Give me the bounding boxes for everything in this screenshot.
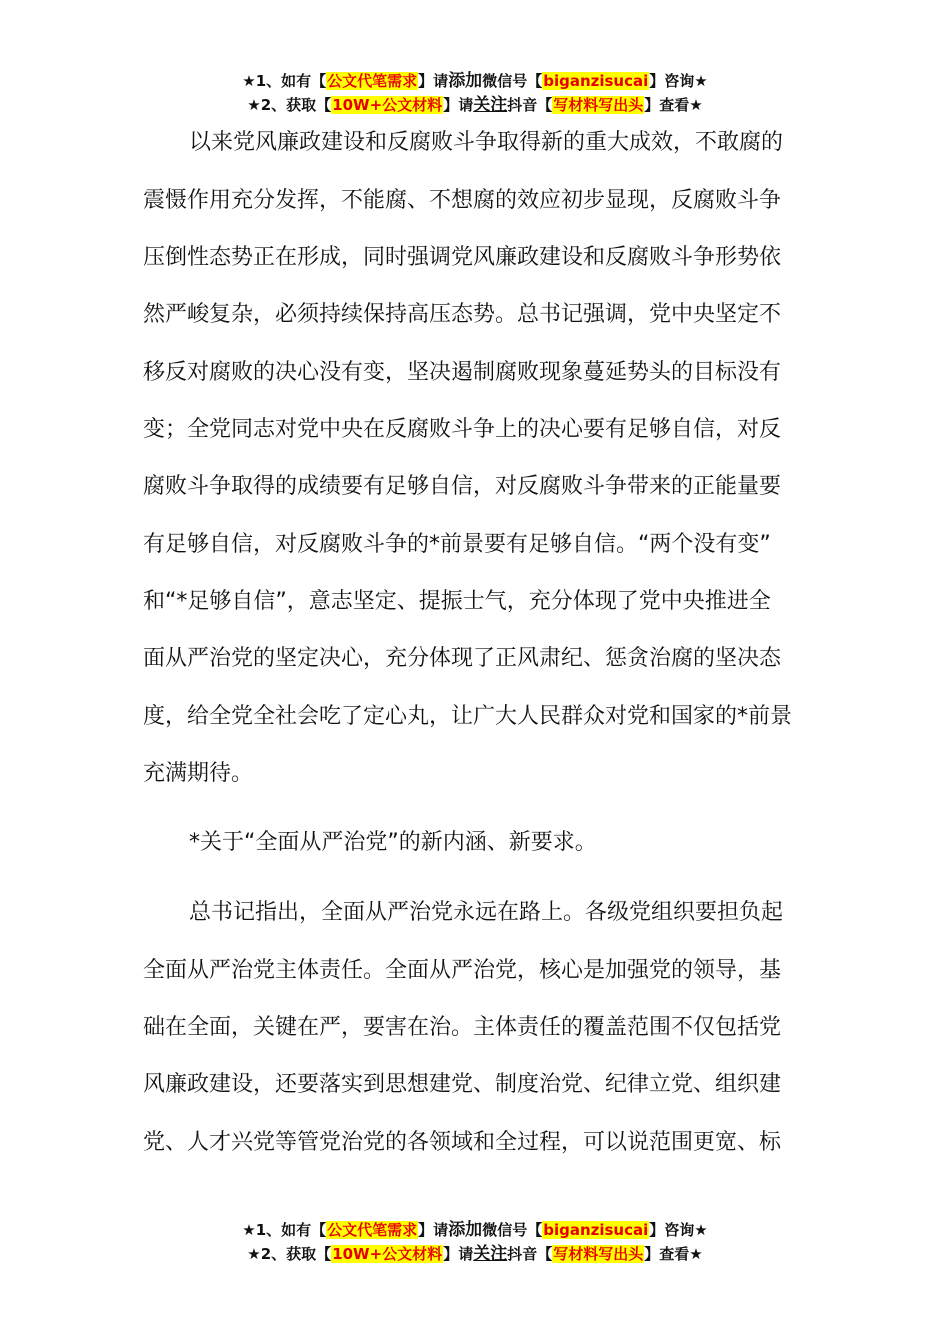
text-line: 以来党风廉政建设和反腐败斗争取得新的重大成效，不敢腐的 (189, 130, 784, 155)
text-line: 风廉政建设，还要落实到思想建党、制度治党、纪律立党、组织建 (143, 1072, 782, 1097)
banner-emphasis: 添加 (448, 1220, 483, 1240)
text-line: 震慑作用充分发挥，不能腐、不想腐的效应初步显现，反腐败斗争 (143, 188, 782, 213)
highlight-materials: 10W+公文材料 (332, 96, 443, 114)
banner-text: 】查看★ (644, 96, 703, 114)
text-line: 移反对腐败的决心没有变，坚决遏制腐败现象蔓延势头的目标没有 (143, 360, 782, 385)
highlight-service: 公文代笔需求 (327, 1221, 418, 1239)
text-line: 和“*足够自信”，意志坚定、提振士气，充分体现了党中央推进全 (143, 589, 771, 614)
text-line: 总书记指出，全面从严治党永远在路上。各级党组织要担负起 (189, 900, 784, 925)
highlight-wechat-id: biganzisucai (543, 1221, 649, 1239)
highlight-materials: 10W+公文材料 (332, 1245, 443, 1263)
banner-text: ★1、如有【 (242, 72, 327, 90)
banner-text: 】咨询★ (649, 72, 708, 90)
banner-text: ★2、获取【 (247, 96, 332, 114)
highlight-douyin-account: 写材料写出头 (553, 96, 644, 114)
banner-text: 】查看★ (644, 1245, 703, 1263)
banner-line-2 (0, 1242, 950, 1266)
text-line: 腐败斗争取得的成绩要有足够自信，对反腐败斗争带来的正能量要 (143, 474, 782, 499)
highlight-service: 公文代笔需求 (327, 72, 418, 90)
banner-text: 微信号【 (482, 72, 543, 90)
banner-text: 】咨询★ (649, 1221, 708, 1239)
banner-text: 抖音【 (507, 1245, 553, 1263)
section-heading: *关于“全面从严治党”的新内涵、新要求。 (189, 830, 597, 855)
text-line: 然严峻复杂，必须持续保持高压态势。总书记强调，党中央坚定不 (143, 302, 782, 327)
banner-line-1 (0, 1218, 950, 1242)
highlight-wechat-id: biganzisucai (543, 72, 649, 90)
banner-emphasis: 关注 (473, 1244, 508, 1264)
highlight-douyin-account: 写材料写出头 (553, 1245, 644, 1263)
banner-text: 】请 (418, 72, 449, 90)
banner-emphasis: 添加 (448, 71, 483, 91)
text-line: 度，给全党全社会吃了定心丸，让广大人民群众对党和国家的*前景 (143, 704, 793, 729)
banner-text: 微信号【 (482, 1221, 543, 1239)
text-line: 变；全党同志对党中央在反腐败斗争上的决心要有足够自信，对反 (143, 417, 782, 442)
banner-emphasis: 关注 (473, 95, 508, 115)
banner-text: ★1、如有【 (242, 1221, 327, 1239)
text-line: 党、人才兴党等管党治党的各领域和全过程，可以说范围更宽、标 (143, 1130, 782, 1155)
banner-text: 】请 (443, 1245, 474, 1263)
banner-text: ★2、获取【 (247, 1245, 332, 1263)
text-line: 充满期待。 (143, 761, 254, 786)
footer-banner (0, 1218, 950, 1266)
banner-text: 抖音【 (507, 96, 553, 114)
text-line: 全面从严治党主体责任。全面从严治党，核心是加强党的领导，基 (143, 958, 782, 983)
banner-text: 】请 (418, 1221, 449, 1239)
text-line: 压倒性态势正在形成，同时强调党风廉政建设和反腐败斗争形势依 (143, 245, 782, 270)
text-line: 有足够自信，对反腐败斗争的*前景要有足够自信。“两个没有变” (143, 532, 771, 557)
text-line: 面从严治党的坚定决心，充分体现了正风肃纪、惩贪治腐的坚决态 (143, 646, 782, 671)
text-line: 础在全面，关键在严，要害在治。主体责任的覆盖范围不仅包括党 (143, 1015, 782, 1040)
banner-text: 】请 (443, 96, 474, 114)
